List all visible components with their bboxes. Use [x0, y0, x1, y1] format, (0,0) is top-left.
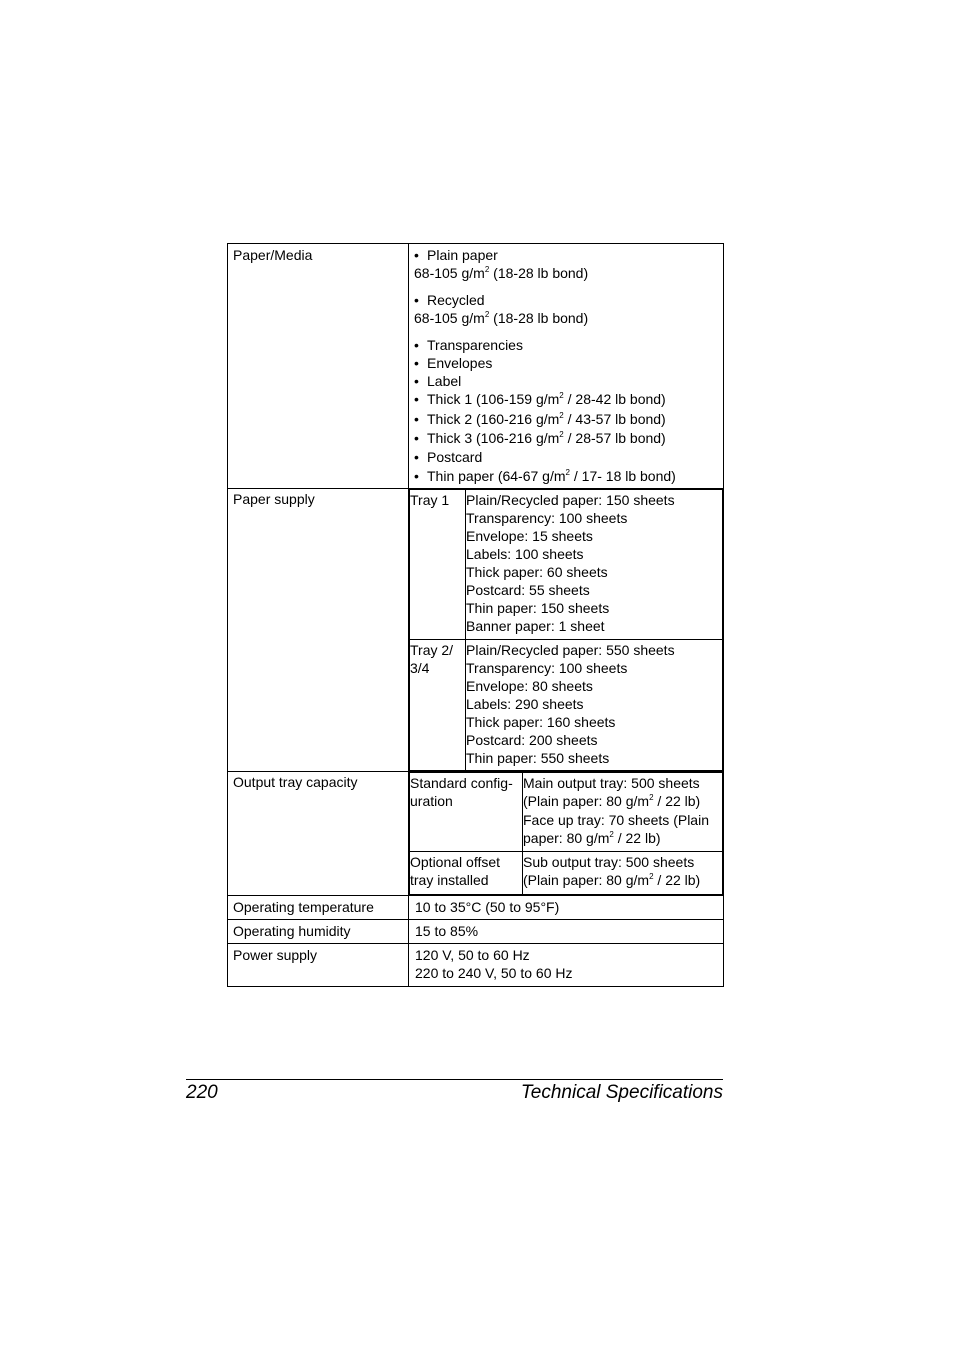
tray1-line: Postcard: 55 sheets: [466, 582, 590, 598]
row-output-tray: [228, 772, 724, 896]
footer-rule: [186, 1079, 723, 1080]
tray1-line: Transparency: 100 sheets: [466, 510, 628, 526]
row-paper-supply: [228, 489, 724, 772]
paper-supply-label: Paper supply: [228, 489, 409, 772]
tray1-line: Labels: 100 sheets: [466, 546, 584, 562]
row-paper-media: [228, 244, 724, 489]
paper-media-plain: • Plain paper: [414, 246, 718, 264]
optional-tray-capacity: Sub output tray: 500 sheets (Plain paper: 80 $g/m^2 / 22$ lb): [523, 852, 723, 895]
paper-media-transparencies: • Transparencies: [414, 336, 718, 354]
temperature-value: 10 to 35°C (50 to 95°F): [409, 896, 724, 920]
tray1-name: Tray 1: [410, 490, 466, 640]
paper-media-thin: • Thin paper (64-67 $g/m^2 / 17-$ 18 lb bond): [414, 466, 718, 486]
tray2-line: Plain/Recycled paper: 550 sheets: [466, 642, 675, 658]
paper-media-thick1: • Thick 1 (106-159 $g/m^2 / 28-42$ lb bond): [414, 390, 718, 409]
temperature-label: Operating temperature: [228, 896, 409, 920]
humidity-label: Operating humidity: [228, 920, 409, 944]
output-tray-configs: [409, 772, 723, 895]
output-tray-value: [409, 772, 724, 896]
paper-media-plain-weight: 68-105 $g/m^2$ (18-28 lb bond): [414, 265, 589, 281]
power-label: Power supply: [228, 944, 409, 987]
tray2-name: Tray 2/ 3/4: [410, 640, 466, 771]
tray2-line: Postcard: 200 sheets: [466, 732, 598, 748]
optional-tray-name: Optional offset tray installed: [410, 852, 523, 895]
paper-media-label: Paper/Media: [228, 244, 409, 489]
tray1-line: Banner paper: 1 sheet: [466, 618, 605, 634]
tray2-line: Transparency: 100 sheets: [466, 660, 628, 676]
tray2-row: [410, 640, 723, 771]
tray1-line: Thick paper: 60 sheets: [466, 564, 608, 580]
optional-tray-row: [410, 852, 723, 895]
power-value: 120 V, 50 to 60 Hz 220 to 240 V, 50 to 60 Hz: [409, 944, 724, 987]
humidity-value: 15 to 85%: [409, 920, 724, 944]
tray1-line: Plain/Recycled paper: 150 sheets: [466, 492, 675, 508]
paper-media-thick2: • Thick 2 (160-216 $g/m^2 / 43-57$ lb bond): [414, 409, 718, 429]
tray1-row: [410, 490, 723, 640]
paper-media-recycled: • Recycled: [414, 291, 718, 309]
page-number: 220: [186, 1082, 218, 1103]
section-title: Technical Specifications: [520, 1082, 723, 1103]
paper-media-recycled-weight: 68-105 $g/m^2$ (18-28 lb bond): [414, 310, 589, 326]
tray1-line: Thin paper: 150 sheets: [466, 600, 610, 616]
tray2-line: Thick paper: 160 sheets: [466, 714, 616, 730]
paper-media-value: [409, 244, 724, 489]
output-tray-label: Output tray capacity: [228, 772, 409, 896]
paper-media-thick3: • Thick 3 (106-216 $g/m^2 / 28-57$ lb bond): [414, 429, 718, 448]
tray1-line: Envelope: 15 sheets: [466, 528, 593, 544]
paper-media-label-item: • Label: [414, 372, 718, 390]
tray2-line: Labels: 290 sheets: [466, 696, 584, 712]
paper-supply-trays: [409, 489, 723, 771]
standard-config-row: [410, 773, 723, 852]
paper-media-postcard: • Postcard: [414, 448, 718, 466]
paper-supply-value: [409, 489, 724, 772]
tray2-line: Thin paper: 550 sheets: [466, 750, 610, 766]
standard-config-capacity: Main output tray: 500 sheets (Plain paper: 80 $g/m^2 / 22$ lb) Face up tray: 70 sheets (Plain paper: 80 $g/m^2 / 22$ lb): [523, 773, 723, 852]
spec-table: [227, 243, 724, 987]
tray2-capacity: [466, 640, 723, 771]
row-humidity: [228, 920, 724, 944]
standard-config-name: Standard config- uration: [410, 773, 523, 852]
row-power: [228, 944, 724, 987]
tray1-capacity: [466, 490, 723, 640]
row-temperature: [228, 896, 724, 920]
tray2-line: Envelope: 80 sheets: [466, 678, 593, 694]
paper-media-envelopes: • Envelopes: [414, 354, 718, 372]
